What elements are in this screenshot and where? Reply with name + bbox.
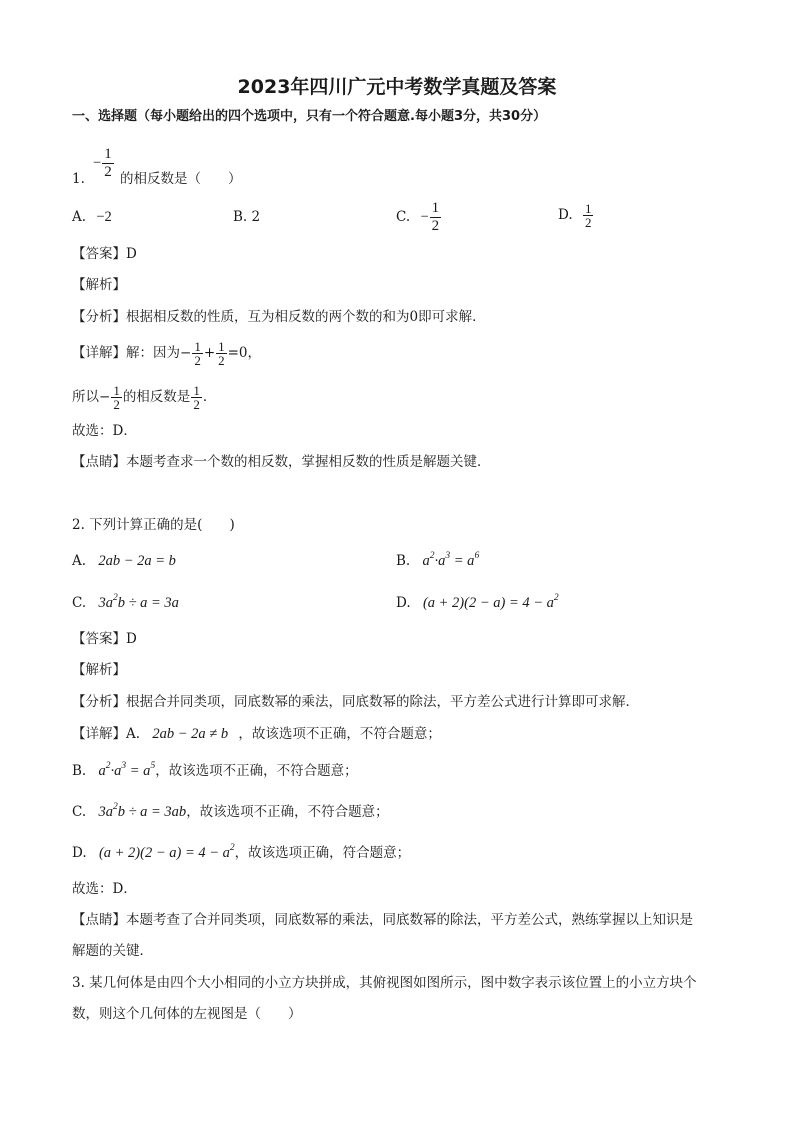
q2-option-d	[396, 594, 559, 612]
q3-stem-line2: 数，则这个几何体的左视图是（ ）	[72, 1006, 302, 1022]
option-fraction	[583, 202, 594, 229]
option-label: A.	[72, 209, 87, 225]
option-math: $a^2\cdot a^3 = a^6$	[422, 551, 480, 569]
detail-plus: +	[203, 345, 216, 361]
option-label: B.	[396, 553, 411, 569]
option-minus-sign: −	[420, 209, 429, 225]
q1-option-d	[558, 202, 594, 229]
detail-label: D.	[72, 845, 87, 861]
q1-number: 1.	[72, 171, 85, 187]
option-math: $3a^2b \div a = 3a$	[98, 593, 179, 611]
option-value: −2	[96, 209, 112, 225]
detail-fraction: $\frac{1}{2}$	[113, 383, 120, 412]
section-heading: 一、选择题（每小题给出的四个选项中，只有一个符合题意.每小题3分，共30分）	[72, 109, 547, 124]
q1-answer: 【答案】D	[72, 246, 137, 262]
q2-remark-line1: 【点睛】本题考查了合并同类项，同底数幂的乘法，同底数幂的除法，平方差公式，熟练掌握以上知识是	[72, 912, 693, 928]
q1-option-c	[396, 200, 442, 235]
q2-answer: 【答案】D	[72, 631, 137, 647]
q2-detail-d	[72, 844, 410, 862]
fraction-denominator: 2	[584, 215, 592, 230]
detail-text: ．	[202, 389, 217, 405]
q2-option-b	[396, 552, 479, 570]
q2-option-a	[72, 552, 176, 570]
option-label: D.	[396, 595, 411, 611]
detail-math: $(a + 2)(2 - a) = 4 - a^2$	[98, 843, 235, 861]
q1-remark: 【点睛】本题考查求一个数的相反数，掌握相反数的性质是解题关键．	[72, 454, 491, 470]
option-math: $(a + 2)(2 - a) = 4 - a^2$	[422, 593, 559, 611]
q2-analysis: 【分析】根据合并同类项，同底数幂的乘法，同底数幂的除法，平方差公式进行计算即可求解．	[72, 694, 639, 710]
detail-text: 【详解】解：因为−	[72, 345, 192, 361]
option-label: C.	[72, 595, 87, 611]
detail-label: 【详解】A.	[72, 726, 141, 742]
detail-label: B.	[72, 763, 87, 779]
q2-detail-c	[72, 803, 389, 821]
q1-analysis-label: 【解析】	[72, 277, 126, 293]
q1-option-a	[72, 208, 112, 226]
fraction-denominator: 2	[104, 164, 112, 180]
detail-math: $a^2\cdot a^3 = a^5$	[98, 761, 156, 779]
q1-minus-sign: −	[93, 155, 102, 171]
detail-fraction: $\frac{1}{2}$	[218, 339, 225, 368]
detail-text: ，故该选项正确，符合题意；	[234, 845, 411, 861]
q2-choice: 故选：D．	[72, 881, 137, 897]
option-math: 2ab − 2a = b	[98, 553, 176, 569]
detail-text: ，故该选项不正确，不符合题意；	[186, 804, 389, 820]
q1-choice: 故选：D．	[72, 423, 137, 439]
q1-detail	[72, 340, 261, 367]
fraction-denominator: 2	[431, 218, 440, 234]
detail-text: ，故该选项不正确，不符合题意；	[238, 726, 441, 742]
q1-analysis: 【分析】根据相反数的性质，互为相反数的两个数的和为0即可求解．	[72, 309, 486, 325]
fraction-numerator: 1	[104, 146, 112, 162]
detail-text: =0，	[227, 345, 262, 361]
q2-stem: 2. 下列计算正确的是( )	[72, 517, 235, 533]
q1-detail-2	[72, 384, 216, 411]
q2-remark-line2: 解题的关键．	[72, 943, 153, 959]
q2-analysis-label: 【解析】	[72, 662, 126, 678]
q1-option-b: B. 2	[233, 209, 261, 225]
page-title: 2023年四川广元中考数学真题及答案	[237, 76, 557, 98]
fraction-numerator: 1	[431, 200, 440, 216]
q2-option-c	[72, 594, 179, 612]
detail-text: ，故该选项不正确，不符合题意；	[155, 763, 358, 779]
q1-fraction	[102, 146, 114, 181]
detail-text: 所以−	[72, 389, 111, 405]
q2-detail-a	[72, 725, 441, 743]
option-fraction	[430, 200, 442, 235]
q2-detail-b	[72, 762, 358, 780]
detail-math: 2ab − 2a ≠ b	[152, 726, 229, 742]
detail-fraction: $\frac{1}{2}$	[193, 383, 200, 412]
detail-fraction: $\frac{1}{2}$	[194, 339, 201, 368]
detail-math: $3a^2b \div a = 3ab$	[98, 802, 187, 820]
fraction-numerator: 1	[584, 201, 592, 216]
detail-label: C.	[72, 804, 87, 820]
q1-stem: 的相反数是（ ）	[120, 171, 242, 187]
q1-stem-fraction	[93, 146, 115, 181]
detail-text: 的相反数是	[122, 389, 191, 405]
option-label: C.	[396, 209, 411, 225]
option-label: D.	[558, 207, 573, 223]
q3-stem-line1: 3. 某几何体是由四个大小相同的小立方块拼成，其俯视图如图所示，图中数字表示该位置上的小立方块个	[72, 975, 697, 991]
option-label: A.	[72, 553, 87, 569]
